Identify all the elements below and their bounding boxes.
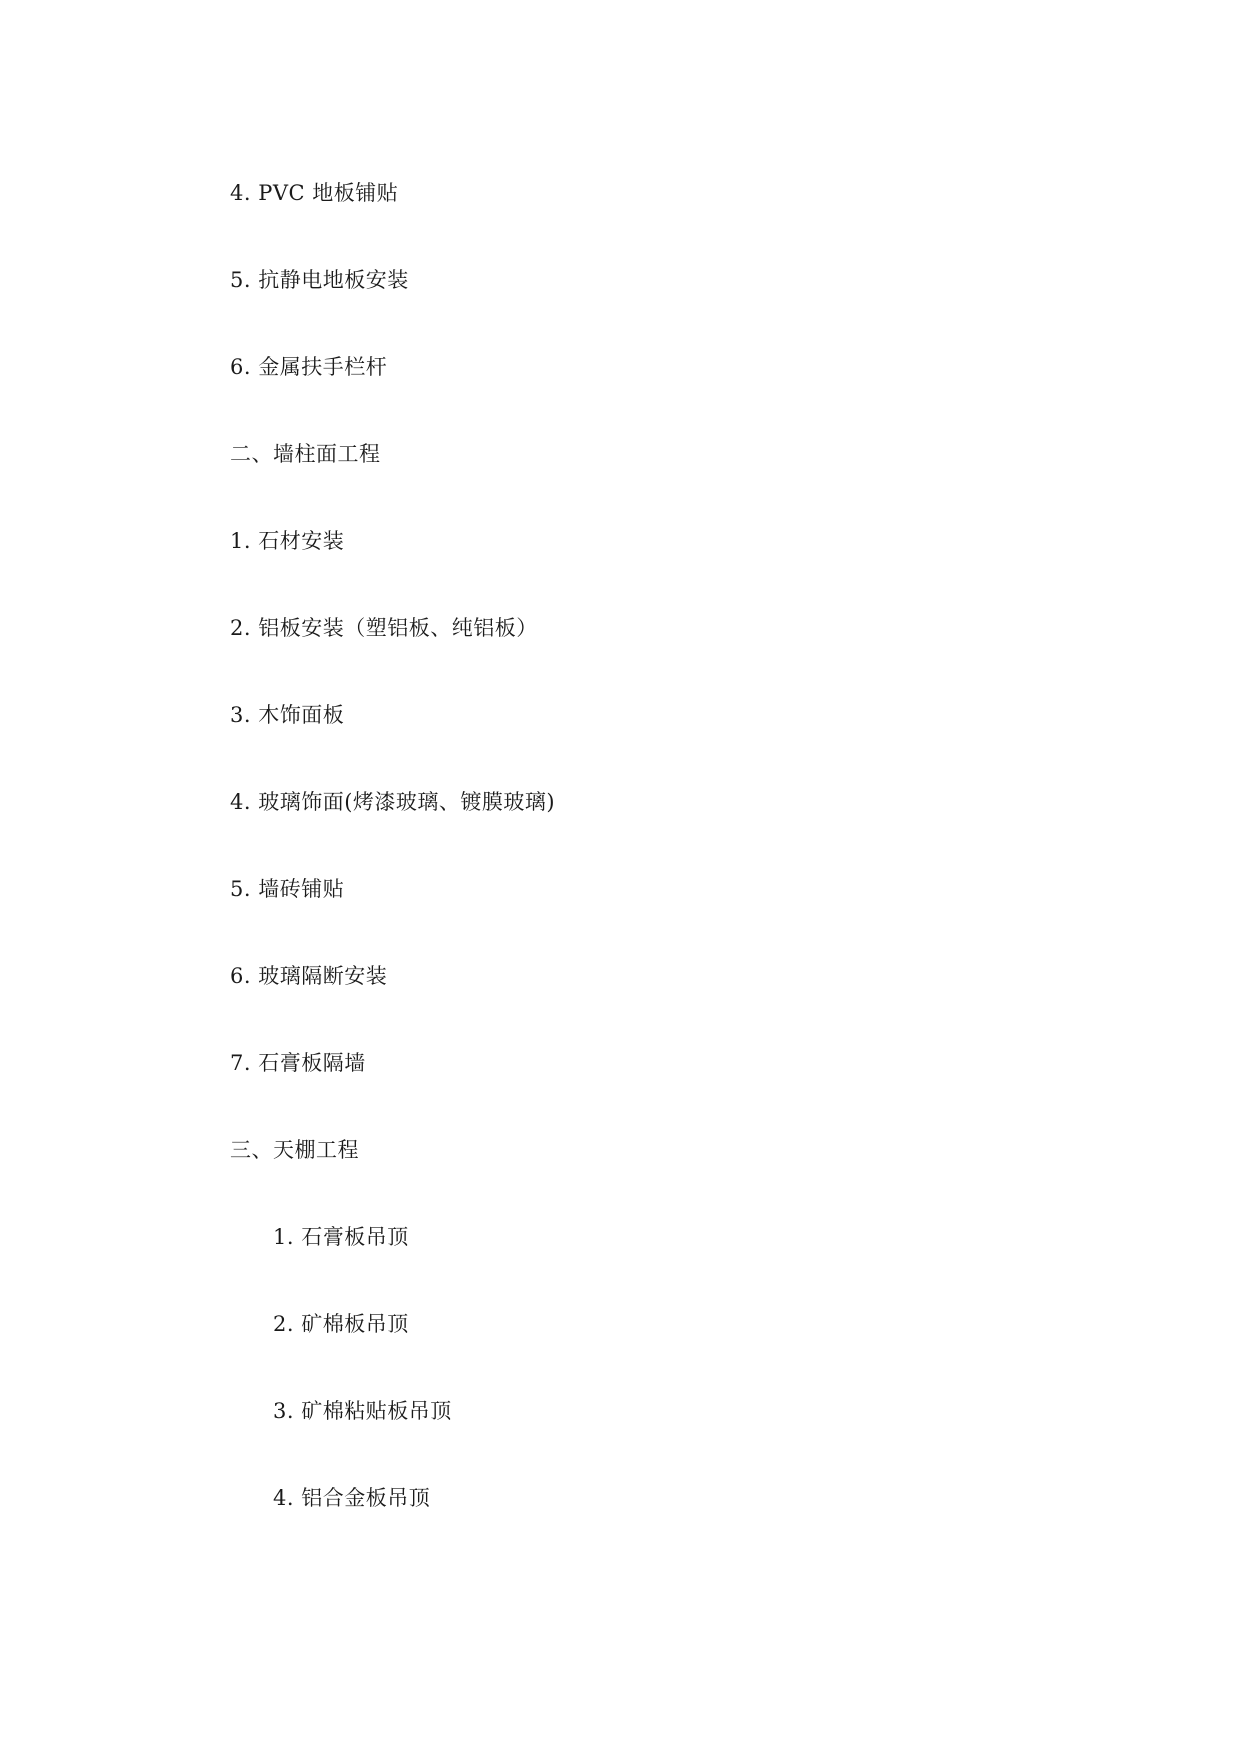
list-item-gypsum-ceiling: 1. 石膏板吊顶 <box>273 1225 409 1249</box>
list-item-mineral-wool-ceiling: 2. 矿棉板吊顶 <box>273 1312 409 1336</box>
list-item-stone-install: 1. 石材安装 <box>230 529 345 553</box>
list-item-antistatic-floor: 5. 抗静电地板安装 <box>230 268 409 292</box>
list-item-glass-partition: 6. 玻璃隔断安装 <box>230 964 388 988</box>
list-item-wall-tile: 5. 墙砖铺贴 <box>230 877 345 901</box>
section-heading-ceiling: 三、天棚工程 <box>230 1138 359 1162</box>
list-item-aluminum-alloy-ceiling: 4. 铝合金板吊顶 <box>273 1486 431 1510</box>
list-item-pvc-floor: 4. PVC 地板铺贴 <box>230 181 399 205</box>
list-item-metal-handrail: 6. 金属扶手栏杆 <box>230 355 388 379</box>
section-heading-wall-column: 二、墙柱面工程 <box>230 442 381 466</box>
list-item-mineral-wool-glued-ceiling: 3. 矿棉粘贴板吊顶 <box>273 1399 452 1423</box>
list-item-aluminum-panel: 2. 铝板安装（塑铝板、纯铝板） <box>230 616 538 640</box>
list-item-wood-veneer: 3. 木饰面板 <box>230 703 345 727</box>
list-item-gypsum-wall: 7. 石膏板隔墙 <box>230 1051 366 1075</box>
list-item-glass-finish: 4. 玻璃饰面(烤漆玻璃、镀膜玻璃) <box>230 790 556 814</box>
